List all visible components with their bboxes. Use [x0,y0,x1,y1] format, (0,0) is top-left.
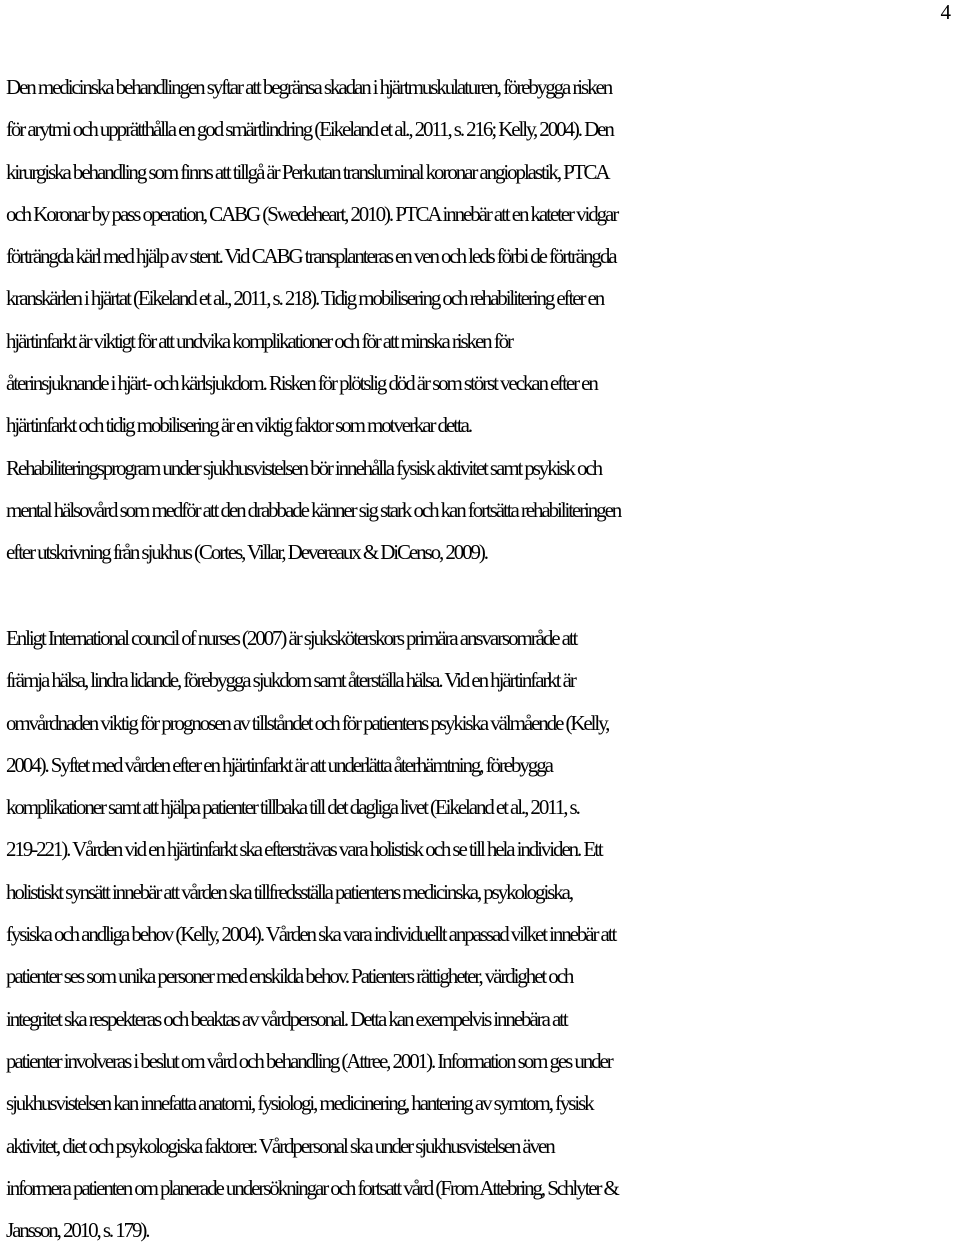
text-line: Rehabiliteringsprogram under sjukhusvistelsen bör innehålla fysisk aktivitet samt psykisk och [6,455,601,480]
text-line: patienter ses som unika personer med enskilda behov. Patienters rättigheter, värdighet och [6,964,573,989]
paragraph-nursing-care [6,617,959,1251]
text-line: integritet ska respekteras och beaktas av vårdpersonal. Detta kan exempelvis innebära att [6,1006,567,1031]
text-line: hjärtinfarkt är viktigt för att undvika komplikationer och för att minska risken för [6,328,512,353]
text-line: informera patienten om planerade undersökningar och fortsatt vård (From Attebring, Schlyter & [6,1175,618,1200]
text-line: kranskärlen i hjärtat (Eikeland et al., 2011, s. 218). Tidig mobilisering och rehabilitering efter en [6,286,604,311]
text-line: för arytmi och upprätthålla en god smärtlindring (Eikeland et al., 2011, s. 216; Kelly, 2004). Den [6,117,613,142]
text-line: återinsjuknande i hjärt- och kärlsjukdom. Risken för plötslig död är som störst veckan efter en [6,371,597,396]
page-number: 4 [940,0,951,24]
text-line: patienter involveras i beslut om vård och behandling (Attree, 2001). Information som ges under [6,1048,612,1073]
text-line: 219-221). Vården vid en hjärtinfarkt ska eftersträvas vara holistisk och se till hela individen. Ett [6,837,602,862]
text-line: mental hälsovård som medför att den drabbade känner sig stark och kan fortsätta rehabiliteringen [6,497,621,522]
text-line: efter utskrivning från sjukhus (Cortes, Villar, Devereaux & DiCenso, 2009). [6,540,487,565]
text-line: fysiska och andliga behov (Kelly, 2004). Vården ska vara individuellt anpassad vilket innebär att [6,922,616,947]
text-line: och Koronar by pass operation, CABG (Swedeheart, 2010). PTCA innebär att en kateter vidgar [6,201,618,226]
text-line: 2004). Syftet med vården efter en hjärtinfarkt är att underlätta återhämtning, förebygga [6,752,552,777]
text-line: förträngda kärl med hjälp av stent. Vid CABG transplanteras en ven och leds förbi de förträngda [6,244,616,269]
text-line: aktivitet, diet och psykologiska faktorer. Vårdpersonal ska under sjukhusvistelsen även [6,1133,554,1158]
text-line: sjukhusvistelsen kan innefatta anatomi, fysiologi, medicinering, hantering av symtom, fysisk [6,1091,593,1116]
text-line: Den medicinska behandlingen syftar att begränsa skadan i hjärtmuskulaturen, förebygga risken [6,75,612,99]
text-line: Enligt International council of nurses (2007) är sjuksköterskors primära ansvarsområde att [6,626,577,650]
text-line: Jansson, 2010, s. 179). [6,1218,149,1243]
text-line: komplikationer samt att hjälpa patienter tillbaka till det dagliga livet (Eikeland et al., 2011, s. [6,795,579,820]
paragraph-medical-treatment [6,66,959,574]
text-line: främja hälsa, lindra lidande, förebygga sjukdom samt återställa hälsa. Vid en hjärtinfarkt är [6,668,575,693]
text-line: holistiskt synsätt innebär att vården ska tillfredsställa patientens medicinska, psykologiska, [6,879,573,904]
text-line: hjärtinfarkt och tidig mobilisering är en viktig faktor som motverkar detta. [6,413,471,438]
text-line: omvårdnaden viktig för prognosen av tillståndet och för patientens psykiska välmående (Kelly, [6,710,609,735]
text-line: kirurgiska behandling som finns att tillgå är Perkutan transluminal koronar angioplastik, PTCA [6,159,609,184]
